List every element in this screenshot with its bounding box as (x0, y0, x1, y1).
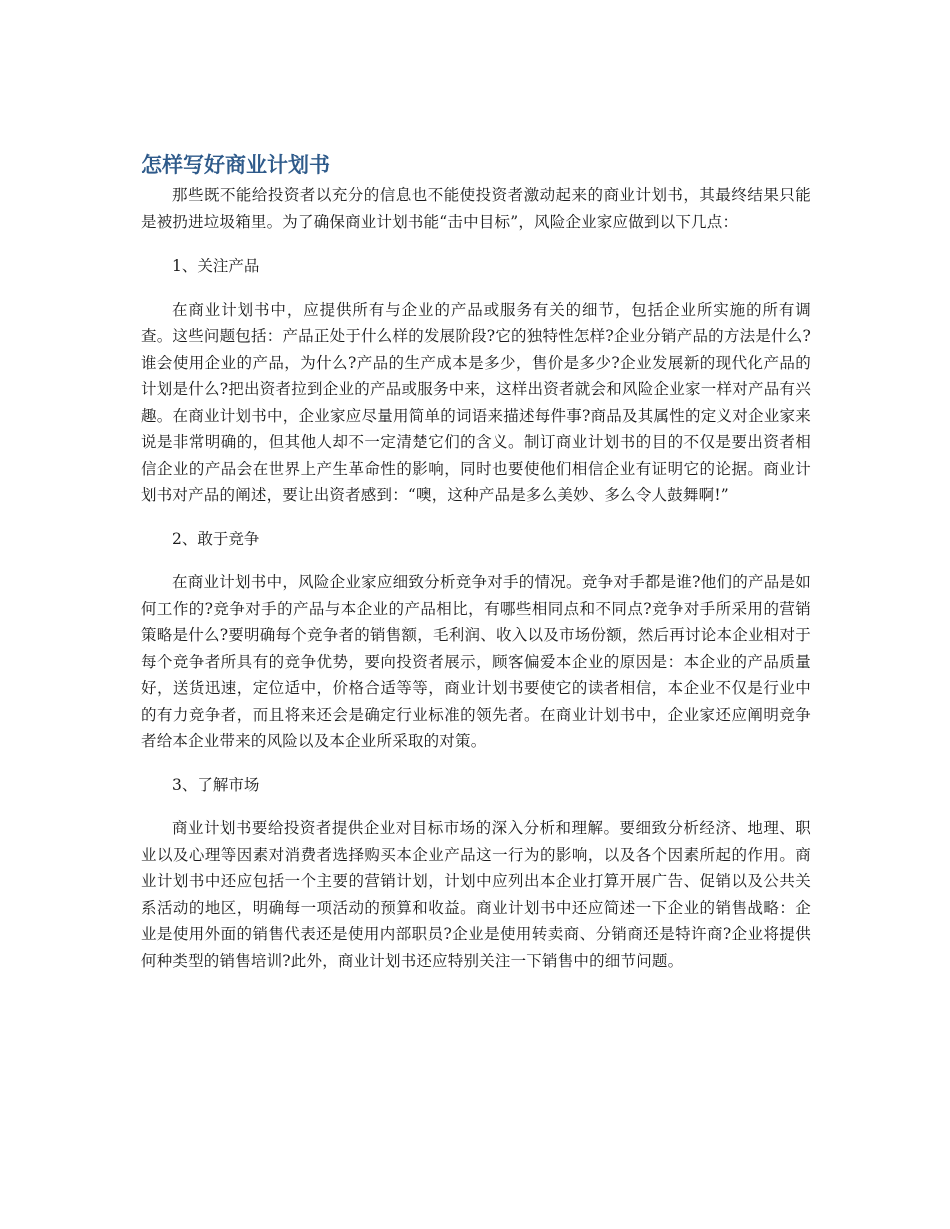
intro-paragraph: 那些既不能给投资者以充分的信息也不能使投资者激动起来的商业计划书，其最终结果只能是被扔进垃圾箱里。为了确保商业计划书能“击中目标”，风险企业家应做到以下几点： (141, 186, 811, 231)
document-content (141, 150, 811, 974)
section-body-market: 商业计划书要给投资者提供企业对目标市场的深入分析和理解。要细致分析经济、地理、职业以及心理等因素对消费者选择购买本企业产品这一行为的影响，以及各个因素所起的作用。商业计划书中还应包括一个主要的营销计划，计划中应列出本企业打算开展广告、促销以及公共关系活动的地区，明确每一项活动的预算和收益。商业计划书中还应简述一下企业的销售战略：企业是使用外面的销售代表还是使用内部职员?企业是使用转卖商、分销商还是特许商?企业将提供何种类型的销售培训?此外，商业计划书还应特别关注一下销售中的细节问题。 (141, 819, 811, 970)
section-heading-competition: 2、敢于竞争 (172, 529, 260, 548)
section-heading-market: 3、了解市场 (172, 775, 260, 794)
section-body-product: 在商业计划书中，应提供所有与企业的产品或服务有关的细节，包括企业所实施的所有调查。这些问题包括：产品正处于什么样的发展阶段?它的独特性怎样?企业分销产品的方法是什么?谁会使用企业的产品，为什么?产品的生产成本是多少，售价是多少?企业发展新的现代化产品的计划是什么?把出资者拉到企业的产品或服务中来，这样出资者就会和风险企业家一样对产品有兴趣。在商业计划书中，企业家应尽量用简单的词语来描述每件事?商品及其属性的定义对企业家来说是非常明确的，但其他人却不一定清楚它们的含义。制订商业计划书的目的不仅是要出资者相信企业的产品会在世界上产生革命性的影响，同时也要使他们相信企业有证明它的论据。商业计划书对产品的阐述，要让出资者感到：“噢，这种产品是多么美妙、多么令人鼓舞啊!” (141, 300, 811, 504)
section-heading-product: 1、关注产品 (172, 257, 260, 275)
section-body-competition: 在商业计划书中，风险企业家应细致分析竞争对手的情况。竞争对手都是谁?他们的产品是如何工作的?竞争对手的产品与本企业的产品相比，有哪些相同点和不同点?竞争对手所采用的营销策略是什么?要明确每个竞争者的销售额，毛利润、收入以及市场份额，然后再讨论本企业相对于每个竞争者所具有的竞争优势，要向投资者展示，顾客偏爱本企业的原因是：本企业的产品质量好，送货迅速，定位适中，价格合适等等，商业计划书要使它的读者相信，本企业不仅是行业中的有力竞争者，而且将来还会是确定行业标准的领先者。在商业计划书中，企业家还应阐明竞争者给本企业带来的风险以及本企业所采取的对策。 (141, 573, 811, 750)
document-title: 怎样写好商业计划书 (141, 153, 330, 177)
